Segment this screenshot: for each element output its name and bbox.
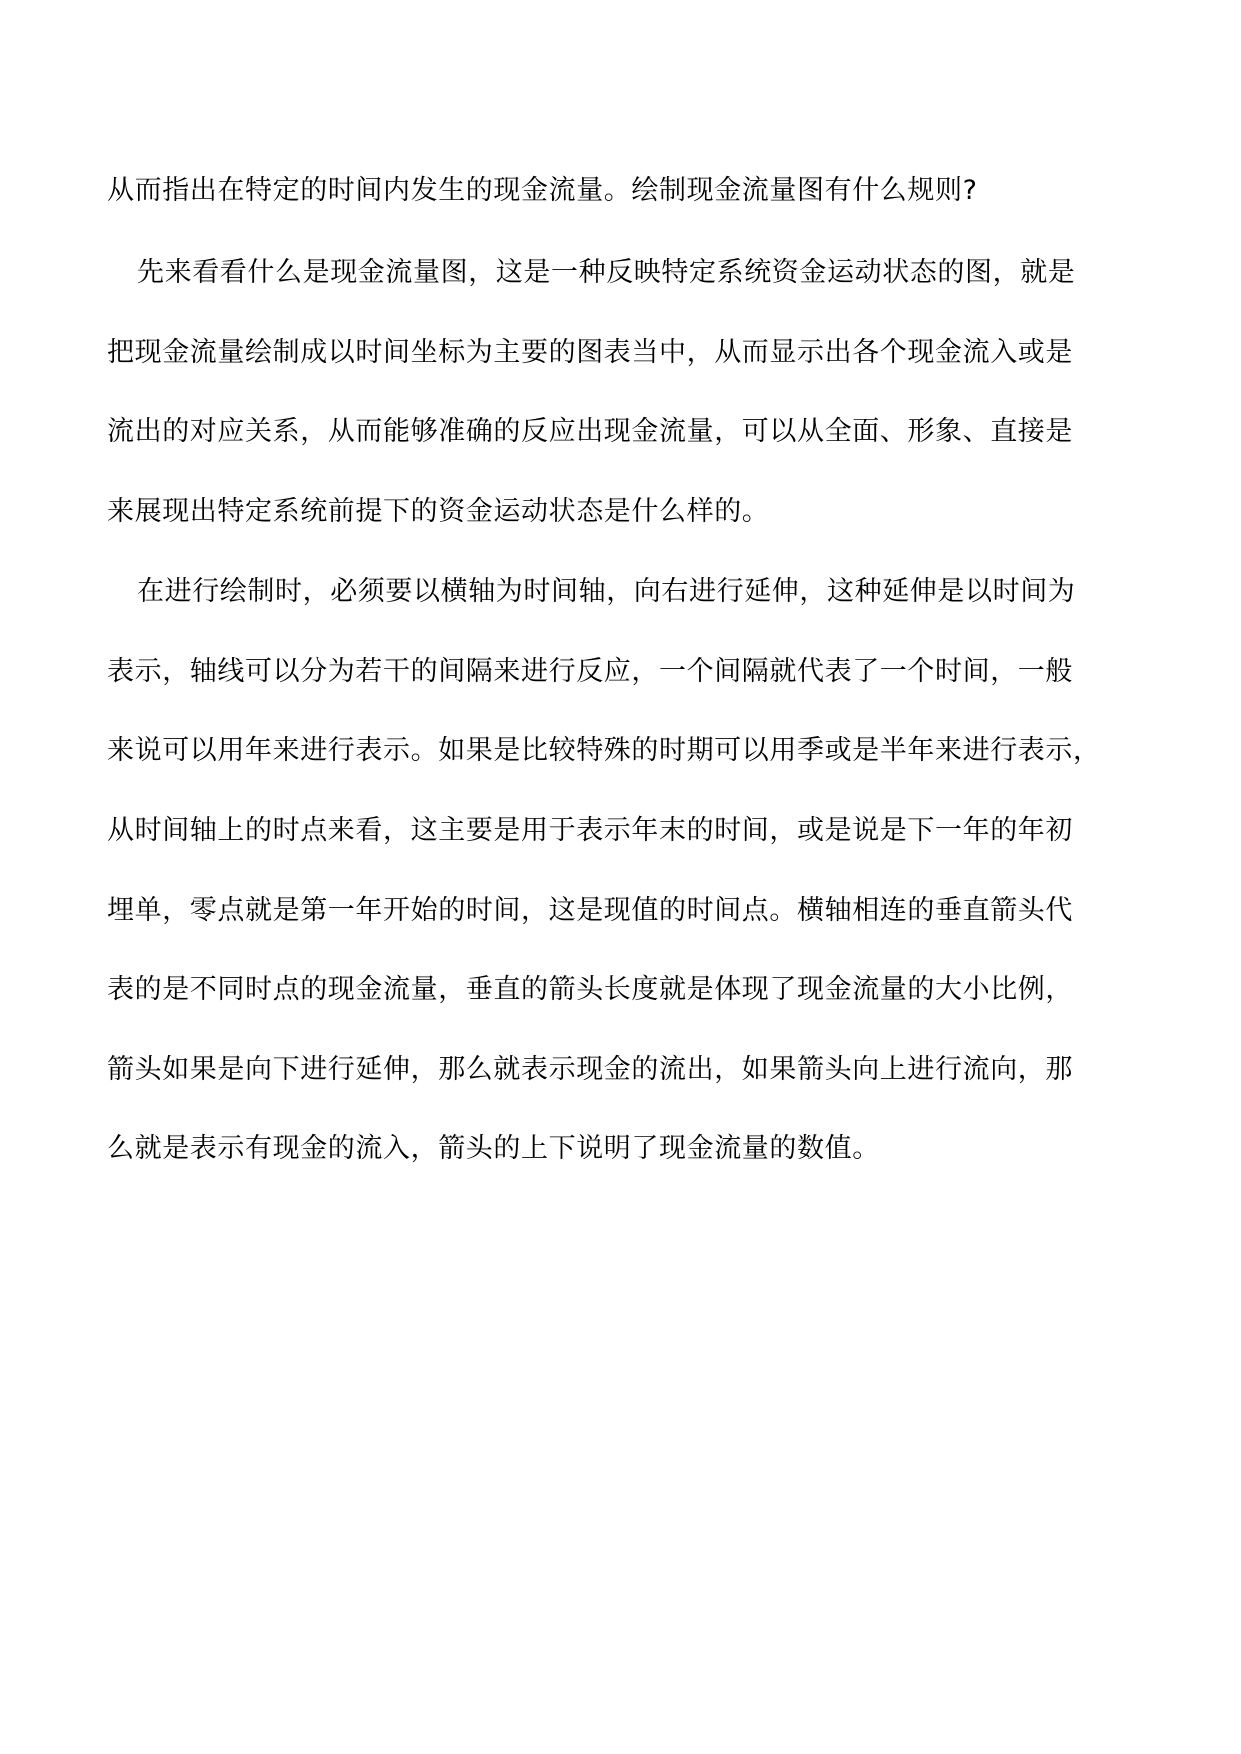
text-line: 表的是不同时点的现金流量，垂直的箭头长度就是体现了现金流量的大小比例，: [107, 974, 1073, 1005]
text-line: 来展现出特定系统前提下的资金运动状态是什么样的。: [107, 496, 770, 527]
text-line: 来说可以用年来进行表示。如果是比较特殊的时期可以用季或是半年来进行表示，: [107, 735, 1101, 766]
text-line: 表示，轴线可以分为若干的间隔来进行反应，一个间隔就代表了一个时间，一般: [107, 656, 1073, 687]
text-line: 从时间轴上的时点来看，这主要是用于表示年末的时间，或是说是下一年的年初: [107, 815, 1073, 846]
text-line: 箭头如果是向下进行延伸，那么就表示现金的流出，如果箭头向上进行流向，那: [107, 1054, 1073, 1085]
text-line: 从而指出在特定的时间内发生的现金流量。绘制现金流量图有什么规则?: [107, 175, 978, 206]
text-line: 把现金流量绘制成以时间坐标为主要的图表当中，从而显示出各个现金流入或是: [107, 337, 1073, 368]
paragraph-start-line: 先来看看什么是现金流量图，这是一种反映特定系统资金运动状态的图，就是: [137, 257, 1076, 288]
paragraph-start-line: 在进行绘制时，必须要以横轴为时间轴，向右进行延伸，这种延伸是以时间为: [137, 576, 1076, 607]
text-line: 埋单，零点就是第一年开始的时间，这是现值的时间点。横轴相连的垂直箭头代: [107, 895, 1073, 926]
text-line: 流出的对应关系，从而能够准确的反应出现金流量，可以从全面、形象、直接是: [107, 416, 1073, 447]
text-line: 么就是表示有现金的流入，箭头的上下说明了现金流量的数值。: [107, 1133, 880, 1164]
